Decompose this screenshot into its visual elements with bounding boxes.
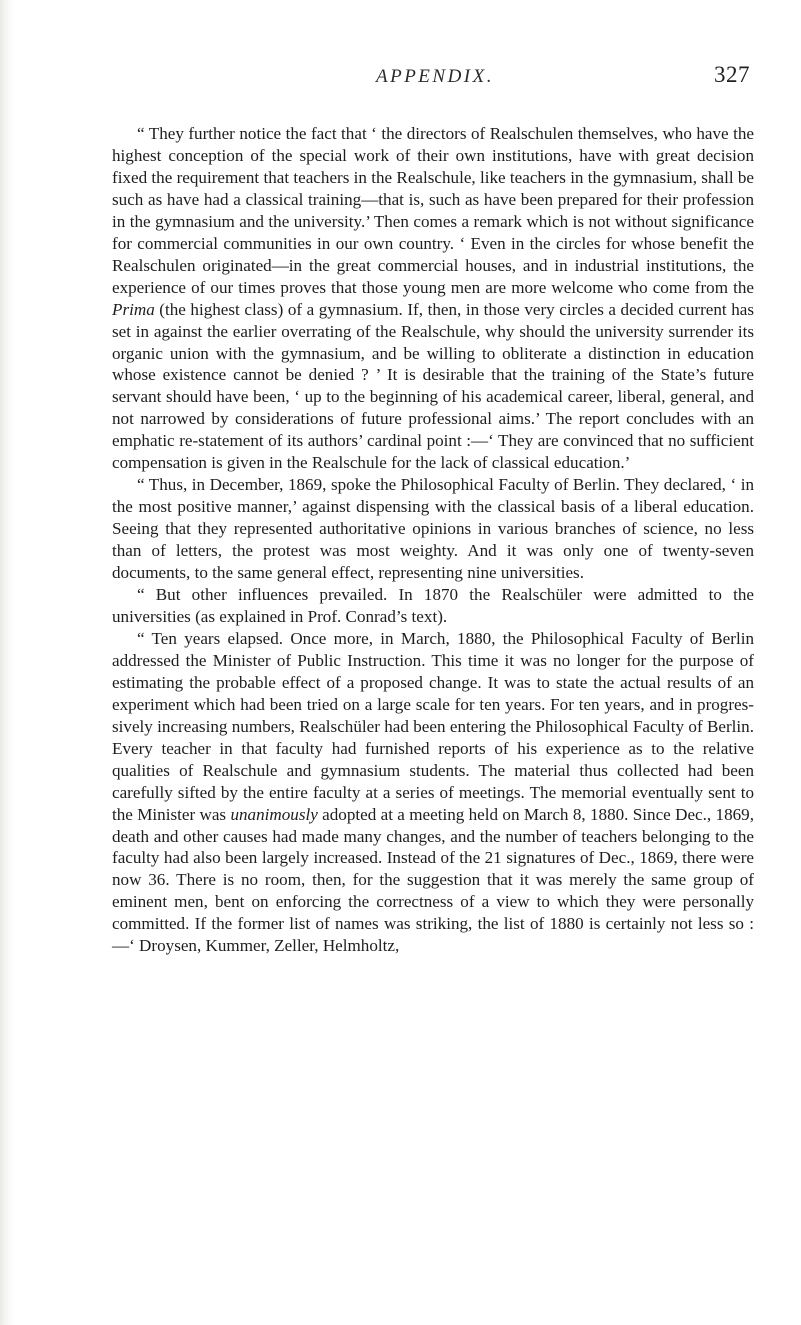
paragraph [112,628,754,957]
paragraph-text: adopted at a meeting held on March 8, 1880. Since Dec., 1869, death and other causes had made many changes, and the number of teachers belonging to the faculty had also been largely increased. Instead of the 21 signatures of Dec., 1869, there were now 36. There is no room, then, for the suggestion that it was merely the same group of eminent men, bent on enforcing the correctness of a view to which they were personally committed. If the former list of names was striking, the list of 1880 is certainly not less so :—‘ Droysen, Kummer, Zeller, Helmholtz, [112,804,754,956]
paragraph [112,474,754,584]
paragraph [112,123,754,474]
italic-term: unanimously [230,804,318,824]
italic-term: Prima [112,299,155,319]
page-header [120,62,750,90]
paragraph [112,584,754,628]
paragraph-text: “ Thus, in December, 1869, spoke the Philosophical Faculty of Berlin. They declared, ‘ in the most positive manner,’ against dispensing with the classical basis of a liberal education. Seeing that they represented authoritative opinions in various branches of science, no less than of letters, the protest was most weighty. And it was only one of twenty-seven documents, to the same general effect, representing nine universities. [112,475,754,583]
body-text [112,123,754,957]
paragraph-text: (the highest class) of a gymnasium. If, then, in those very circles a decided current has set in against the earlier overrating of the Realschule, why should the university surrender its organic union with the gymnasium, and be willing to obliterate a distinction in education whose existence cannot be denied ? ’ It is desirable that the training of the State’s future servant should have been, ‘ up to the beginning of his academical career, liberal, general, and not narrowed by considerations of future professional aims.’ The report concludes with an emphatic re-statement of its authors’ cardinal point :—‘ They are convinced that no sufficient compensation is given in the Realschule for the lack of classical education.’ [112,299,754,473]
paragraph-text: “ But other influences prevailed. In 1870 the Realschüler were admitted to the universities (as explained in Prof. Conrad’s text). [112,585,754,626]
running-title: APPENDIX. [375,66,494,87]
page-number: 327 [714,62,750,87]
paragraph-text: “ They further notice the fact that ‘ the directors of Realschulen themselves, who have the highest conception of the special work of their own institutions, have with great decision fixed the requirement that teachers in the Realschule, like teachers in the gymnasium, shall be such as have had a classical training—that is, such as have been prepared for their profession in the gymnasium and the university.’ Then comes a remark which is not without significance for commercial communities in our own country. ‘ Even in the circles for whose benefit the Realschulen originated—in the great commercial houses, and in industrial institutions, the experience of our times proves that those young men are more welcome who come from the [112,124,754,297]
paragraph-text: “ Ten years elapsed. Once more, in March, 1880, the Philosophical Faculty of Berlin addressed the Minister of Public Instruction. This time it was no longer for the purpose of estimating the probable effect of a proposed change. It was to state the actual results of an experiment which had been tried on a large scale for ten years. For ten years, and in progressively increasing numbers, Realschüler had been entering the Philosophical Faculty of Berlin. Every teacher in that faculty had furnished reports of his experience as to the relative qualities of Realschule and gymnasium students. The material thus collected had been carefully sifted by the entire faculty at a series of meetings. The memorial eventually sent to the Minister was [112,628,754,824]
